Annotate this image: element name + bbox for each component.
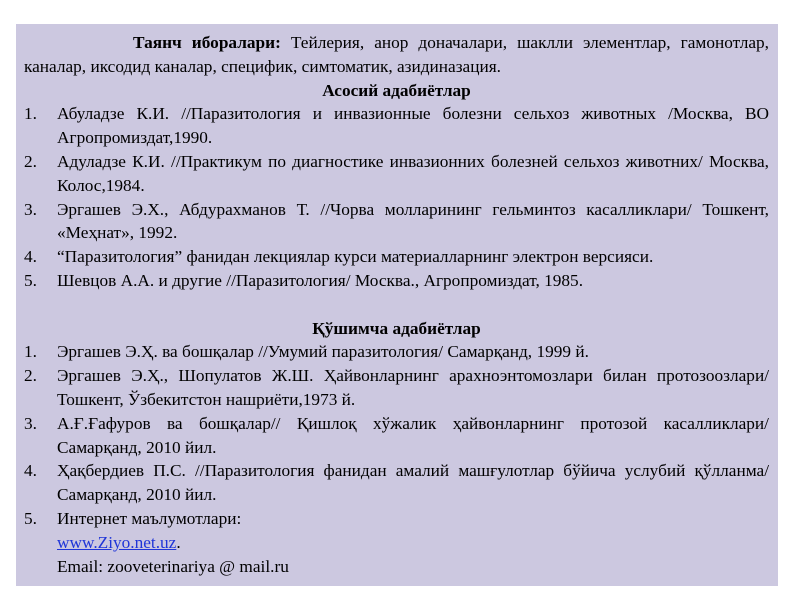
literature-text: [24, 31, 769, 578]
item-text: Абуладзе К.И. //Паразитология и инвазионные болезни сельхоз животных /Москва, ВО Агропромиздат,1990.: [57, 104, 769, 148]
item-text: “Паразитология” фанидан лекциялар курси материалларнинг электрон версияси.: [57, 247, 654, 267]
list-item: [24, 269, 769, 293]
keywords-label: Таянч иборалари:: [133, 33, 281, 52]
link-suffix: .: [176, 532, 181, 552]
list-item: [24, 102, 769, 150]
list-item: [24, 507, 769, 578]
item-number: 1.: [24, 104, 37, 124]
internet-resources: [57, 507, 769, 578]
list-item: [24, 364, 769, 412]
item-text: Шевцов А.А. и другие //Паразитология/ Москва., Агропромиздат, 1985.: [57, 270, 584, 290]
keywords-paragraph: [24, 31, 769, 79]
item-number: 5.: [24, 508, 37, 528]
email-text: Email: zooveterinariya @ mail.ru: [57, 556, 289, 576]
item-number: 4.: [24, 461, 37, 481]
item-number: 5.: [24, 270, 37, 290]
item-text: Адуладзе К.И. //Практикум по диагностике инвазионних болезней сельхоз животних/ Москва, Колос,1984.: [57, 151, 769, 195]
item-text: Интернет маълумотлари:: [57, 508, 242, 528]
item-number: 2.: [24, 151, 37, 171]
item-number: 3.: [24, 199, 37, 219]
additional-literature-heading: Қўшимча адабиётлар: [312, 318, 481, 338]
item-number: 2.: [24, 366, 37, 386]
item-text: Эргашев Э.Х., Абдурахманов Т. //Чорва молларининг гельминтоз касалликлари/ Тошкент, «Меҳнат», 1992.: [57, 199, 769, 243]
website-link[interactable]: www.Ziyo.net.uz: [57, 532, 177, 552]
item-number: 4.: [24, 247, 37, 267]
list-item: [24, 412, 769, 460]
list-item: [24, 150, 769, 198]
item-number: 3.: [24, 413, 37, 433]
item-text: Эргашев Э.Ҳ. ва бошқалар //Умумий паразитология/ Самарқанд, 1999 й.: [57, 342, 589, 362]
keywords-text: Тейлерия, анор доначалари, шаклли элементлар, гамонотлар, каналар, иксодид каналар, специфик, симтоматик, азидиназация.: [24, 33, 769, 76]
list-item: [24, 198, 769, 246]
list-item: [24, 340, 769, 364]
list-item: [24, 459, 769, 507]
item-number: 1.: [24, 342, 37, 362]
main-literature-heading: Асосий адабиётлар: [322, 80, 471, 100]
item-text: А.Ғ.Ғафуров ва бошқалар// Қишлоқ хўжалик ҳайвонларнинг протозой касалликлари/ Самарқанд, 2010 йил.: [57, 413, 769, 457]
list-item: [24, 245, 769, 269]
section-spacer: [24, 293, 769, 317]
item-text: Эргашев Э.Ҳ., Шопулатов Ж.Ш. Ҳайвонларнинг арахноэнтомозлари билан протозоозлари/Тошкент, Ўзбекитстон нашриёти,1973 й.: [57, 366, 769, 409]
item-text: Ҳақбердиев П.С. //Паразитология фанидан амалий машғулотлар бўйича услубий қўлланма/ Самарқанд, 2010 йил.: [57, 461, 769, 505]
